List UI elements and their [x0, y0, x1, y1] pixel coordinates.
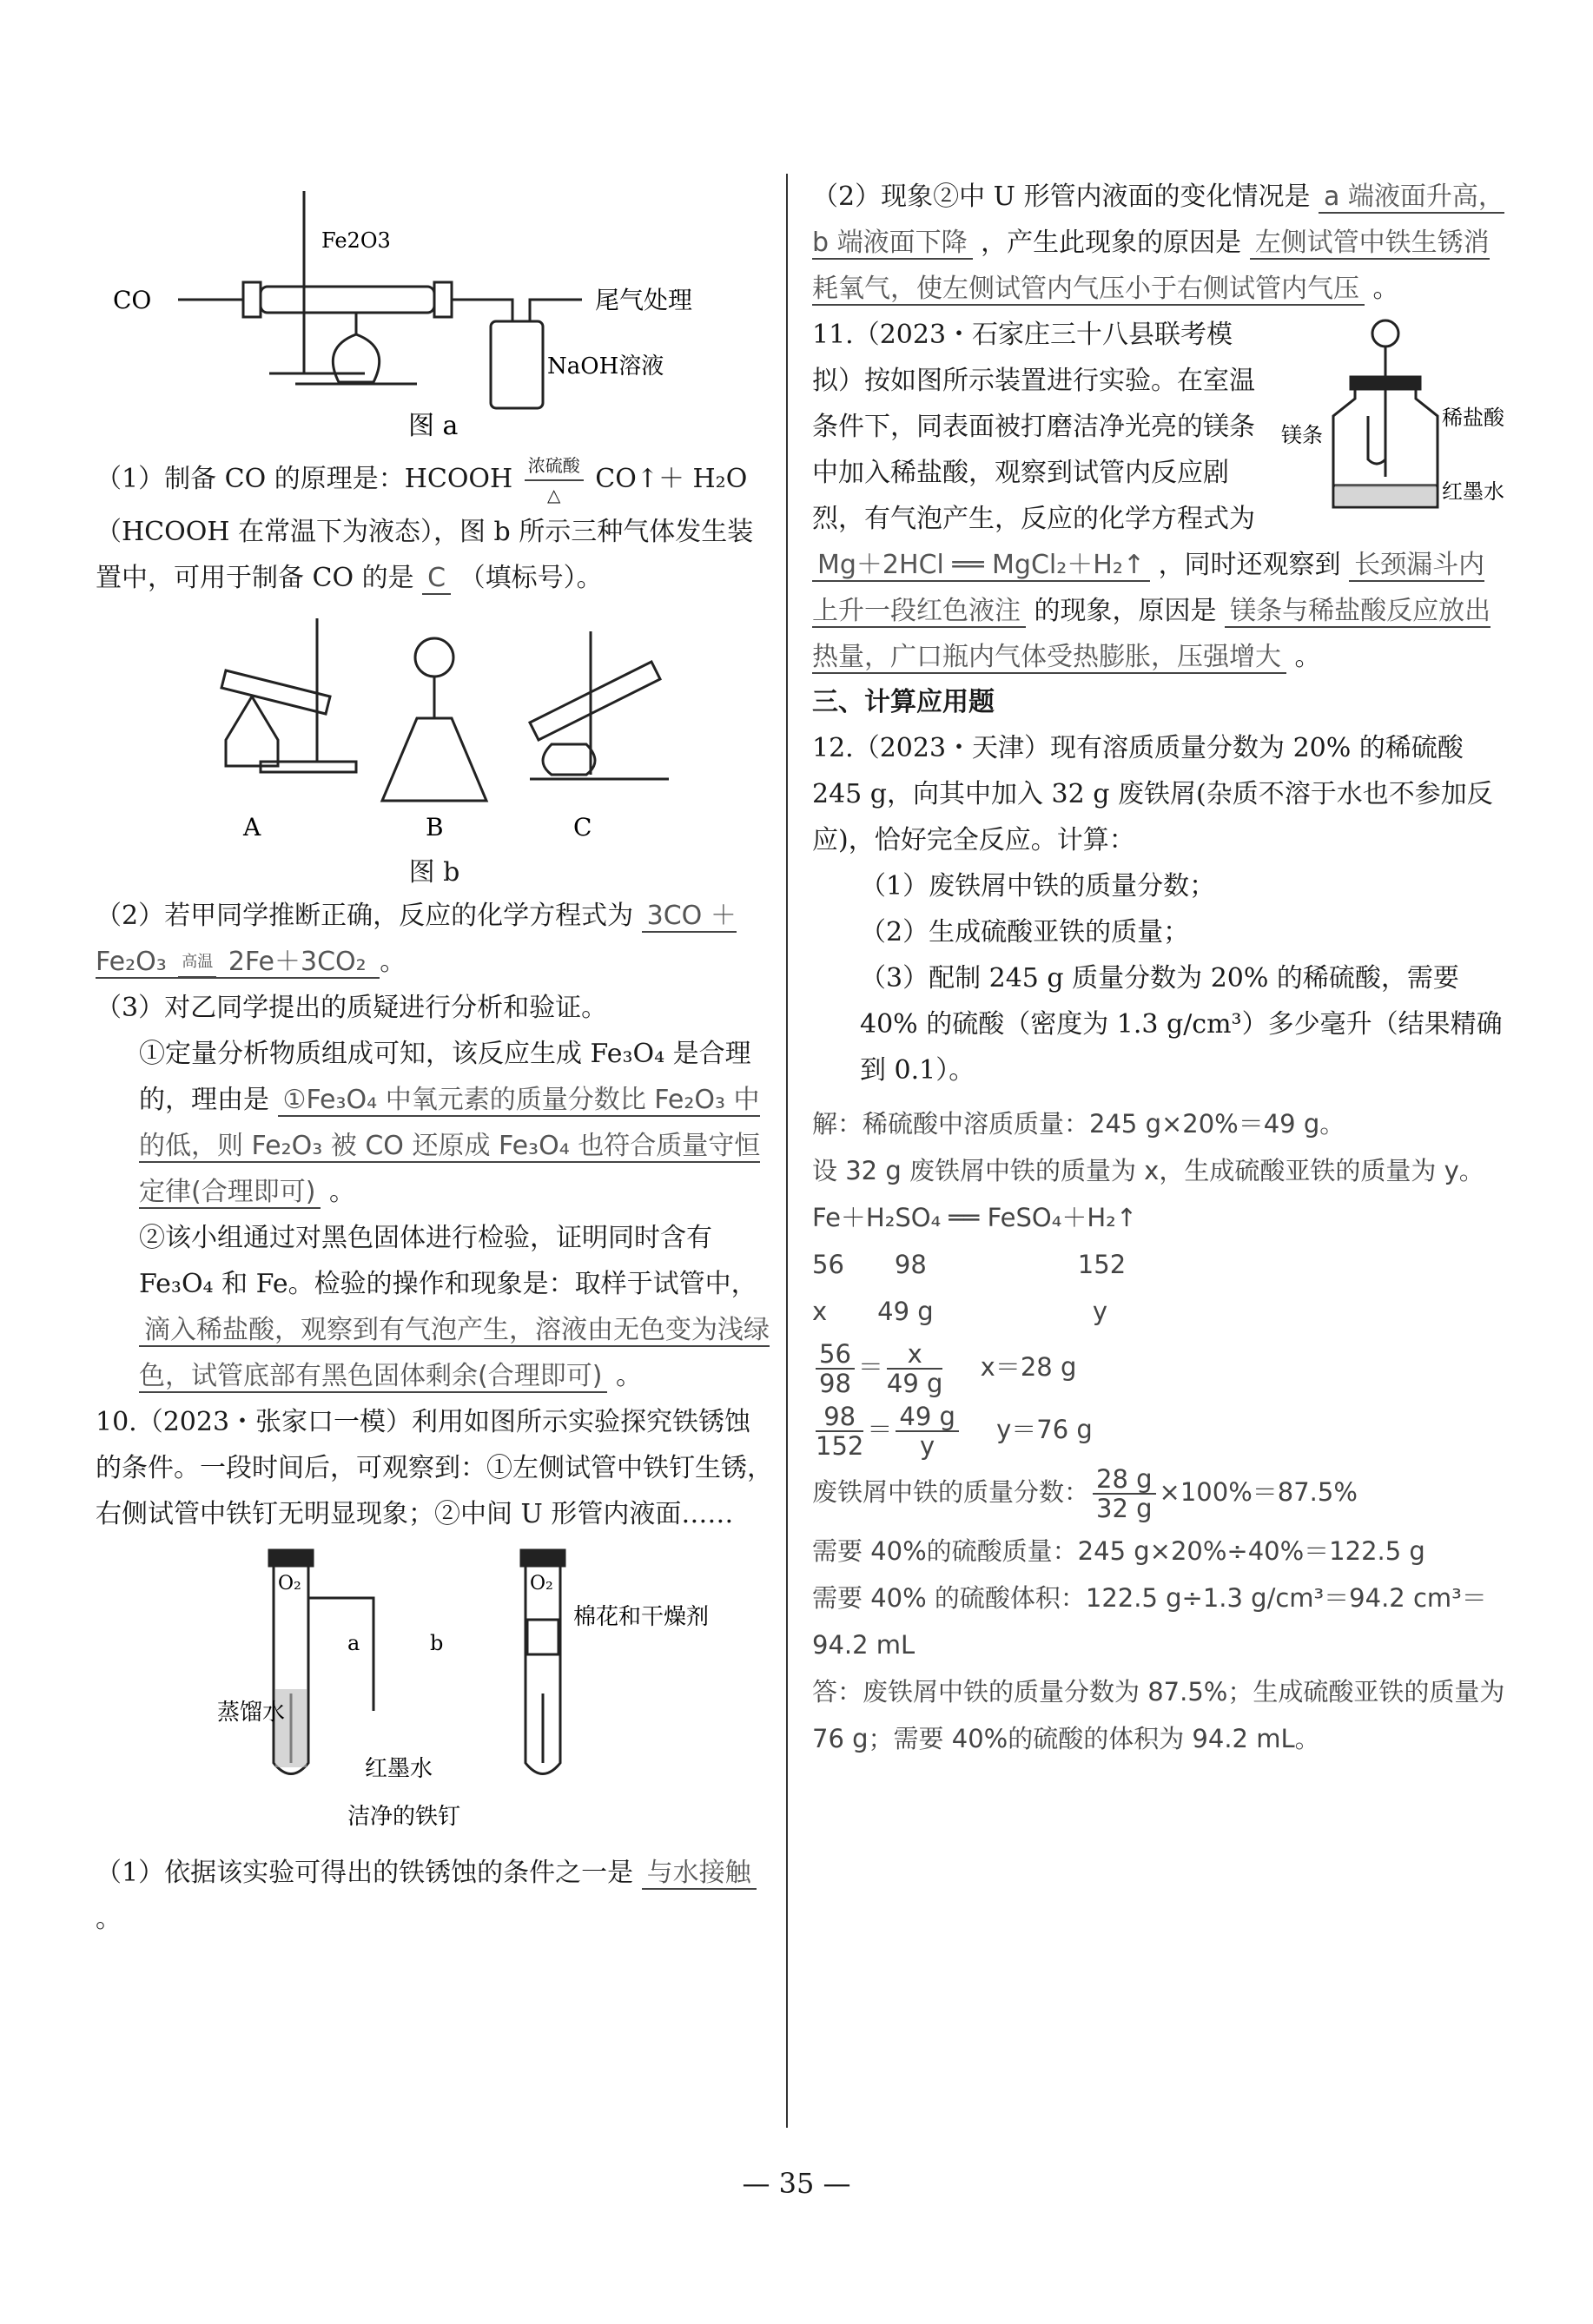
solution-block: [812, 1100, 1507, 1762]
q9-part3: （3）对乙同学提出的质疑进行分析和验证。: [96, 993, 608, 1023]
q10-o2-right: O₂: [530, 1573, 553, 1594]
figure-q10: [96, 1537, 773, 1850]
q11-mg-label: 镁条: [1281, 423, 1323, 447]
solution-ratio-2: $\frac{98}{152}$ ＝ $\frac{49 g}{y}$ y＝76 g: [816, 1402, 1093, 1461]
q11-ink-label: 红墨水: [1442, 479, 1504, 504]
figure-a: [96, 165, 773, 452]
solution-line-5: 需要 40% 的硫酸体积：122.5 g÷1.3 g/cm³＝94.2 cm³＝94.2 mL: [812, 1583, 1487, 1660]
solution-equation: Fe＋H₂SO₄ ══ FeSO₄＋H₂↑: [812, 1203, 1138, 1232]
right-column: [812, 174, 1507, 1762]
solution-ratio-1: $\frac{56}{98}$ ＝ $\frac{x}{49 g}$ x＝28 g: [812, 1340, 1507, 1397]
fig-b-label-b: B: [426, 813, 444, 842]
answer-q11-3: 镁条与稀盐酸反应放出热量，广口瓶内气体受热膨胀，压强增大: [812, 596, 1491, 672]
section-3-heading: 三、计算应用题: [812, 687, 995, 717]
answer-q11-2: 长颈漏斗内上升一段红色液注: [812, 550, 1485, 626]
answer-q9-2: 3CO ＋Fe₂O₃ 高温 2Fe＋3CO₂: [96, 901, 737, 977]
q11-hcl-label: 稀盐酸: [1442, 406, 1504, 430]
q12-part2: （2）生成硫酸亚铁的质量；: [860, 917, 1190, 947]
q10-nail-label: 洁净的铁钉: [347, 1804, 461, 1830]
q10-part1: （1）依据该实验可得出的铁锈蚀的条件之一是 与水接触 。: [96, 1850, 773, 1942]
solution-unknowns: x 49 g y: [812, 1297, 1108, 1326]
solution-line-1: 解：稀硫酸中溶质质量：245 g×20%＝49 g。: [812, 1109, 1345, 1139]
figure-b: [96, 601, 773, 853]
fig-b-label-c: C: [573, 813, 592, 842]
question-12: 12.（2023・天津）现有溶质质量分数为 20% 的稀硫酸 245 g，向其中加入 32 g 废铁屑(杂质不溶于水也不参加反应)，恰好完全反应。计算：: [812, 733, 1493, 855]
q10-o2-left: O₂: [278, 1573, 301, 1594]
question-11: 镁条 稀盐酸 红墨水 11.（2023・石家庄三十八县联考模拟）按如图所示装置进行实验。在室温条件下，同表面被打磨洁净光亮的镁条中加入稀盐酸，观察到试管内反应剧烈，有气泡产生，反应的化学方程式为 Mg＋2HCl ══ MgCl₂＋H₂↑ ，同时还观察到 长颈漏斗内上升一段红色液注 的现象，原因是 镁条与稀盐酸反应放出热量，广口瓶内气体受热膨胀，压强增大 。: [812, 312, 1507, 680]
q12-part1: （1）废铁屑中铁的质量分数；: [860, 871, 1216, 901]
solution-line-3: 废铁屑中铁的质量分数： $\frac{28 g}{32 g}$ ×100%＝87.5%: [812, 1464, 1358, 1523]
q10-water-label: 蒸馏水: [217, 1700, 286, 1726]
left-column: [96, 165, 773, 1942]
fig-a-co-label: CO: [113, 286, 152, 314]
q9-part3-2: ②该小组通过对黑色固体进行检验，证明同时含有 Fe₃O₄ 和 Fe。检验的操作和现象是：取样于试管中， 滴入稀盐酸，观察到有气泡产生，溶液由无色变为浅绿色，试管底部有黑色固体剩余(合理即可) 。: [139, 1223, 770, 1391]
answer-q10-2-2: 左侧试管中铁生锈消耗氧气，使左侧试管内气压小于右侧试管内气压: [812, 228, 1490, 304]
q10-part2: （2）现象②中 U 形管内液面的变化情况是 a 端液面升高，b 端液面下降 ，产生此现象的原因是 左侧试管中铁生锈消耗氧气，使左侧试管内气压小于右侧试管内气压 。: [812, 182, 1504, 304]
fig-a-tail-label: 尾气处理: [595, 286, 693, 314]
q9-part3-1: ①定量分析物质组成可知，该反应生成 Fe₃O₄ 是合理的，理由是 ①Fe₃O₄ 中氧元素的质量分数比 Fe₂O₃ 中的低，则 Fe₂O₃ 被 CO 还原成 Fe₃O₄ 也符合质量守恒定律(合理即可) 。: [139, 1039, 761, 1207]
answer-q9-3-2: 滴入稀盐酸，观察到有气泡产生，溶液由无色变为浅绿色，试管底部有黑色固体剩余(合理即可): [139, 1315, 770, 1391]
fig-a-caption: 图 a: [408, 411, 459, 441]
q10-label-b: b: [430, 1631, 444, 1655]
q9-part1: （1）制备 CO 的原理是：HCOOH $\frac{\text{浓硫酸}}{\triangle}$ CO↑＋ H₂O（HCOOH 在常温下为液态），图 b 所示三种气体发生装置中，可用于制备 CO 的是 C （填标号）。: [96, 452, 773, 601]
fig-b-caption: 图 b: [408, 857, 460, 888]
q10-cotton-label: 棉花和干燥剂: [573, 1604, 710, 1630]
answer-q11-1: Mg＋2HCl ══ MgCl₂＋H₂↑: [812, 550, 1150, 582]
q12-part3: （3）配制 245 g 质量分数为 20% 的稀硫酸，需要 40% 的硫酸（密度为 1.3 g/cm³）多少毫升（结果精确到 0.1）。: [860, 963, 1503, 1086]
reaction-condition: $\frac{\text{浓硫酸}}{\triangle}$: [525, 452, 584, 509]
q10-label-a: a: [347, 1631, 360, 1655]
figure-q11: [1272, 312, 1507, 529]
q9-part2: （2）若甲同学推断正确，反应的化学方程式为 3CO ＋Fe₂O₃ 高温 2Fe＋3CO₂ 。: [96, 901, 737, 977]
solution-line-2: 设 32 g 废铁屑中铁的质量为 x，生成硫酸亚铁的质量为 y。: [812, 1156, 1484, 1185]
fig-b-label-a: A: [243, 813, 261, 842]
answer-q9-1: C: [422, 563, 451, 595]
column-divider: [786, 174, 788, 2128]
solution-answer: 答：废铁屑中铁的质量分数为 87.5%；生成硫酸亚铁的质量为 76 g；需要 40%的硫酸的体积为 94.2 mL。: [812, 1677, 1505, 1753]
question-10: 10.（2023・张家口一模）利用如图所示实验探究铁锈蚀的条件。一段时间后，可观察到：①左侧试管中铁钉生锈，右侧试管中铁钉无明显现象；②中间 U 形管内液面……: [96, 1407, 773, 1529]
q10-ink-label: 红墨水: [365, 1756, 433, 1782]
fig-a-fe2o3-label: Fe2O3: [321, 228, 391, 253]
fig-a-naoh-label: NaOH溶液: [547, 353, 664, 380]
answer-q10-1: 与水接触: [642, 1858, 757, 1890]
solution-masses: 56 98 152: [812, 1250, 1127, 1279]
answer-q10-2-1: a 端液面升高，b 端液面下降: [812, 182, 1504, 258]
solution-line-4: 需要 40%的硫酸质量：245 g×20%÷40%＝122.5 g: [812, 1536, 1425, 1566]
page-number: — 35 —: [742, 2167, 851, 2200]
answer-q9-3-1: ①Fe₃O₄ 中氧元素的质量分数比 Fe₂O₃ 中的低，则 Fe₂O₃ 被 CO 还原成 Fe₃O₄ 也符合质量守恒定律(合理即可): [139, 1085, 761, 1207]
